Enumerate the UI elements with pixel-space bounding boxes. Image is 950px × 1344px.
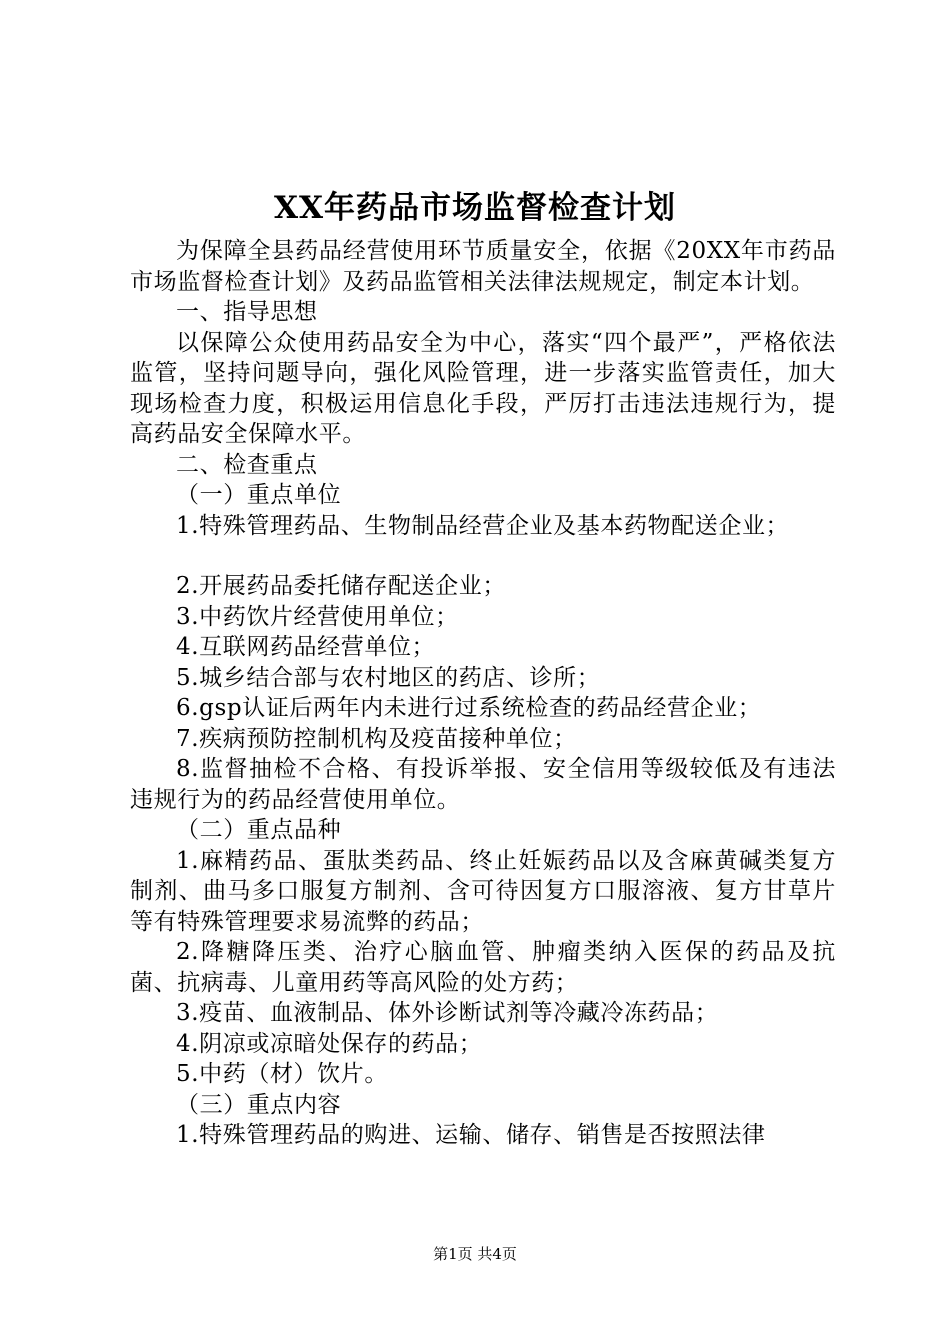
- list-item: 2.开展药品委托储存配送企业；: [176, 573, 506, 599]
- list-item: 7.疾病预防控制机构及疫苗接种单位；: [176, 725, 577, 752]
- list-item: 6.gsp认证后两年内未进行过系统检查的药品经营企业；: [176, 695, 762, 721]
- list-item: 1.特殊管理药品、生物制品经营企业及基本药物配送企业；: [176, 512, 790, 539]
- list-item: 4.互联网药品经营单位；: [176, 634, 436, 660]
- heading-guiding-thought: 一、指导思想: [176, 299, 318, 325]
- list-item: 8.监督抽检不合格、有投诉举报、安全信用等级较低及有违法违规行为的药品经营使用单位。: [130, 756, 836, 813]
- subheading-key-units: （一）重点单位: [176, 482, 342, 508]
- list-item: 3.疫苗、血液制品、体外诊断试剂等冷藏冷冻药品；: [176, 1000, 719, 1026]
- subheading-key-content: （三）重点内容: [176, 1091, 342, 1118]
- list-item: 5.城乡结合部与农村地区的药店、诊所；: [176, 664, 601, 691]
- list-item: 2.降糖降压类、治疗心脑血管、肿瘤类纳入医保的药品及抗菌、抗病毒、儿童用药等高风险的处方药；: [130, 939, 836, 996]
- list-item: 3.中药饮片经营使用单位；: [176, 603, 459, 630]
- subheading-key-varieties: （二）重点品种: [176, 817, 342, 843]
- paragraph-intro: 为保障全县药品经营使用环节质量安全，依据《20XX年市药品市场监督检查计划》及药品监管相关法律法规规定，制定本计划。: [130, 238, 836, 295]
- list-item: 1.麻精药品、蛋肽类药品、终止妊娠药品以及含麻黄碱类复方制剂、曲马多口服复方制剂、含可待因复方口服溶液、复方甘草片等有特殊管理要求易流弊的药品；: [130, 847, 836, 935]
- page-number-footer: 第1页 共4页: [433, 1245, 517, 1263]
- document-title: XX年药品市场监督检查计划: [273, 190, 677, 226]
- list-item: 5.中药（材）饮片。: [176, 1061, 388, 1087]
- list-item: 1.特殊管理药品的购进、运输、储存、销售是否按照法律: [176, 1122, 766, 1148]
- list-item: 4.阴凉或凉暗处保存的药品；: [176, 1030, 483, 1057]
- heading-inspection-focus: 二、检查重点: [176, 451, 318, 478]
- document-body: [130, 236, 836, 1151]
- paragraph-guiding-thought: 以保障公众使用药品安全为中心，落实“四个最严”，严格依法监管，坚持问题导向，强化风险管理，进一步落实监管责任，加大现场检查力度，积极运用信息化手段，严厉打击违法违规行为，提高药品安全保障水平。: [130, 329, 836, 447]
